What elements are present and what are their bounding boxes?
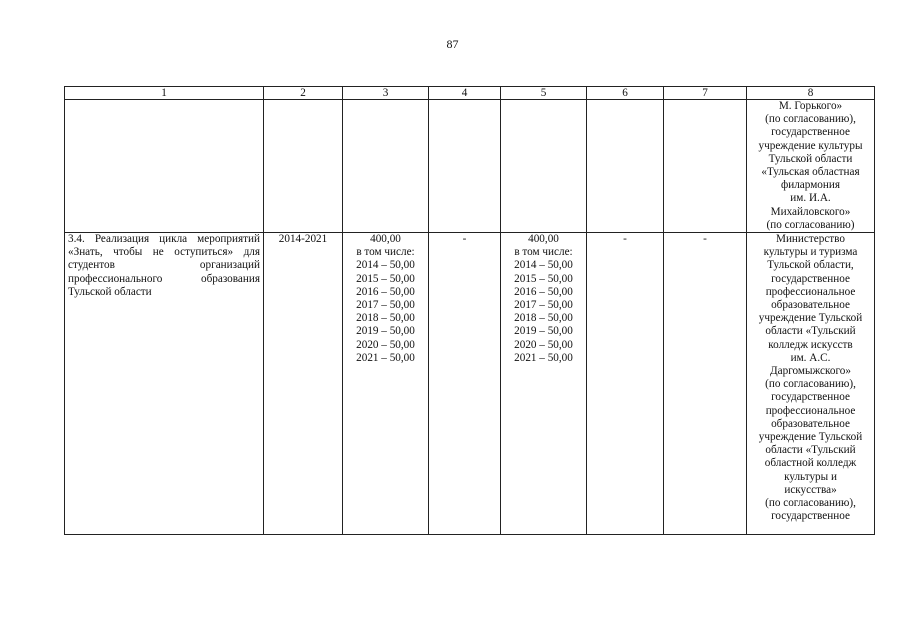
header-col-3: 3 [343, 87, 429, 100]
funding-line: 2014 – 50,00 [514, 259, 573, 272]
total-funding-cell [343, 233, 429, 535]
executor-line: им. А.С. [790, 351, 831, 364]
executor-line: образовательное [771, 417, 850, 430]
executor-line: Тульской области, [767, 259, 854, 272]
funding-line: в том числе: [514, 246, 573, 259]
executor-line: Министерство [776, 233, 845, 246]
funding-line: 2021 – 50,00 [356, 351, 415, 364]
executor-line: области «Тульский [765, 444, 856, 457]
executor-line: области «Тульский [765, 325, 856, 338]
executor-line: государственное [771, 126, 850, 139]
executor-line: М. Горького» [778, 100, 843, 112]
funding-line: 2018 – 50,00 [514, 312, 573, 325]
executor-line: им. И.А. [790, 192, 831, 205]
row-3-4 [65, 233, 875, 535]
executor-line: учреждение культуры [758, 139, 863, 152]
executor-line: (по согласованию), [765, 497, 856, 510]
executor-line: профессиональное [765, 404, 856, 417]
regional-funding-cell [501, 233, 587, 535]
executor-line: Тульской области [768, 152, 853, 165]
funding-line: 2021 – 50,00 [514, 351, 573, 364]
measure-name-cell: 3.4. Реализация цикла мероприятий «Знать, чтобы не оступиться» для студентов организаций профессионального образования Тульской области [65, 233, 264, 535]
header-col-1: 1 [65, 87, 264, 100]
executor-line: (по согласованию) [766, 218, 855, 231]
executor-line: областной колледж [764, 457, 857, 470]
executor-line: учреждение Тульской [758, 431, 863, 444]
executor-line: искусства» [784, 483, 837, 496]
header-col-4: 4 [429, 87, 501, 100]
executor-line: профессиональное [765, 285, 856, 298]
cont-cell-3 [343, 100, 429, 233]
funding-line: в том числе: [356, 246, 415, 259]
executor-line: культуры и туризма [763, 246, 858, 259]
funding-line: 2017 – 50,00 [514, 299, 573, 312]
funding-line: 400,00 [370, 233, 401, 246]
header-row [65, 87, 875, 100]
continuation-row [65, 100, 875, 233]
executor-line: государственное [771, 510, 850, 523]
col-7-cell: - [664, 233, 747, 535]
funding-line: 2019 – 50,00 [514, 325, 573, 338]
funding-line: 2016 – 50,00 [514, 285, 573, 298]
executor-line: государственное [771, 272, 850, 285]
cont-cell-5 [501, 100, 587, 233]
funding-line: 2016 – 50,00 [356, 285, 415, 298]
funding-line: 2020 – 50,00 [514, 338, 573, 351]
executor-line: Михайловского» [770, 205, 851, 218]
funding-line: 2015 – 50,00 [356, 272, 415, 285]
executor-line: колледж искусств [768, 338, 853, 351]
executor-line: учреждение Тульской [758, 312, 863, 325]
header-col-6: 6 [587, 87, 664, 100]
header-col-5: 5 [501, 87, 587, 100]
executor-line: (по согласованию), [765, 378, 856, 391]
funding-line: 2014 – 50,00 [356, 259, 415, 272]
header-col-2: 2 [264, 87, 343, 100]
period-cell: 2014-2021 [264, 233, 343, 535]
cont-executors-cell [747, 100, 875, 233]
funding-line: 2019 – 50,00 [356, 325, 415, 338]
header-col-7: 7 [664, 87, 747, 100]
funding-line: 2015 – 50,00 [514, 272, 573, 285]
funding-line: 2020 – 50,00 [356, 338, 415, 351]
header-col-8: 8 [747, 87, 875, 100]
cont-cell-7 [664, 100, 747, 233]
executor-line: (по согласованию), [765, 113, 856, 126]
page-number: 87 [446, 37, 459, 51]
executor-line: Даргомыжского» [770, 365, 851, 378]
executor-line: образовательное [771, 299, 850, 312]
funding-line: 2018 – 50,00 [356, 312, 415, 325]
executor-line: «Тульская областная [761, 166, 860, 179]
cont-cell-4 [429, 100, 501, 233]
cont-cell-1 [65, 100, 264, 233]
col-4-cell: - [429, 233, 501, 535]
program-table [64, 86, 875, 535]
executor-line: культуры и [784, 470, 837, 483]
col-6-cell: - [587, 233, 664, 535]
funding-line: 2017 – 50,00 [356, 299, 415, 312]
cont-cell-6 [587, 100, 664, 233]
funding-line: 400,00 [528, 233, 559, 246]
executor-line: государственное [771, 391, 850, 404]
executor-line: филармония [780, 179, 840, 192]
cont-cell-2 [264, 100, 343, 233]
executors-cell [747, 233, 875, 535]
